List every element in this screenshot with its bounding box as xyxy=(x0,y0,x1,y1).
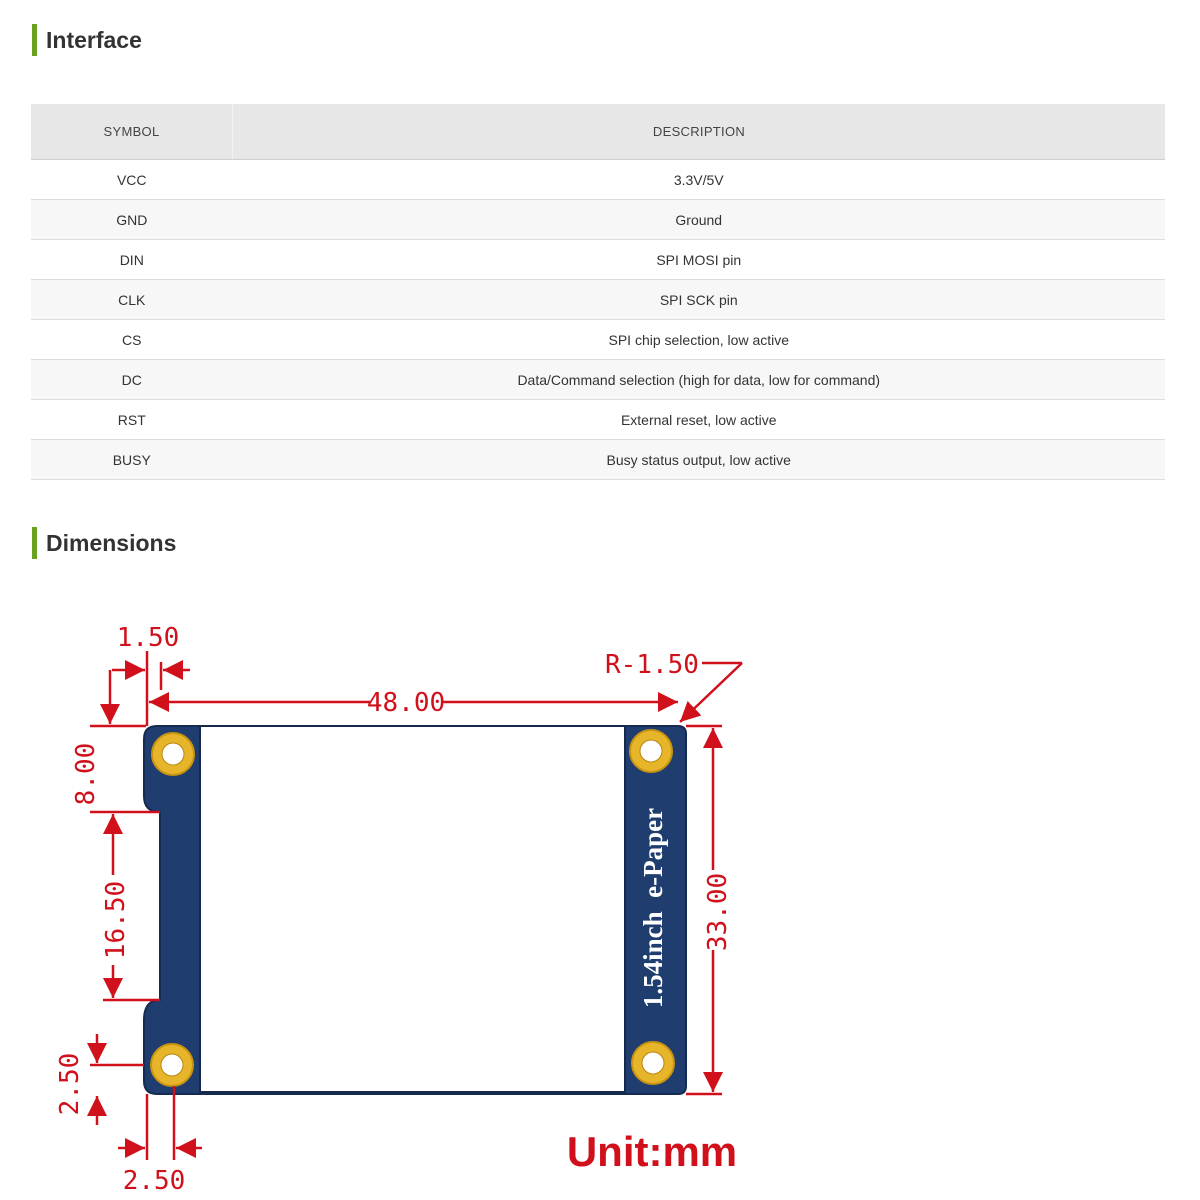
symbol-cell: GND xyxy=(31,200,233,240)
interface-heading: Interface xyxy=(32,24,142,56)
symbol-cell: RST xyxy=(31,400,233,440)
dim-label-top-notch: 8.00 xyxy=(71,742,101,806)
dim-label-height: 33.00 xyxy=(703,872,733,952)
table-row xyxy=(31,280,1165,320)
description-cell: External reset, low active xyxy=(233,400,1166,440)
symbol-cell: DIN xyxy=(31,240,233,280)
display-area xyxy=(200,726,625,1092)
description-column-header: DESCRIPTION xyxy=(233,104,1166,160)
mounting-hole xyxy=(630,730,672,772)
symbol-cell: DC xyxy=(31,360,233,400)
table-header-row xyxy=(31,104,1165,160)
symbol-cell: CS xyxy=(31,320,233,360)
table-row xyxy=(31,320,1165,360)
dimensions-heading: Dimensions xyxy=(32,527,176,559)
board-label: 1.54inch e-Paper xyxy=(638,807,668,1009)
description-cell: SPI MOSI pin xyxy=(233,240,1166,280)
symbol-cell: VCC xyxy=(31,160,233,200)
description-cell: SPI SCK pin xyxy=(233,280,1166,320)
table-row xyxy=(31,440,1165,480)
description-cell: 3.3V/5V xyxy=(233,160,1166,200)
dim-label-hole-offset-bottom-h: 2.50 xyxy=(122,1166,186,1196)
dimension-drawing xyxy=(0,580,800,1200)
dim-label-corner-radius: R-1.50 xyxy=(605,650,699,680)
dim-label-hole-offset-bottom-v: 2.50 xyxy=(55,1052,85,1116)
mounting-hole xyxy=(152,733,194,775)
table-row xyxy=(31,200,1165,240)
dim-label-notch-height: 16.50 xyxy=(101,880,131,960)
table-row xyxy=(31,160,1165,200)
description-cell: SPI chip selection, low active xyxy=(233,320,1166,360)
unit-label: Unit:mm xyxy=(566,1128,738,1175)
mounting-hole xyxy=(151,1044,193,1086)
table-row xyxy=(31,240,1165,280)
dim-label-hole-offset-top: 1.50 xyxy=(116,623,180,653)
symbol-cell: CLK xyxy=(31,280,233,320)
table-row xyxy=(31,360,1165,400)
interface-table xyxy=(31,104,1165,480)
description-cell: Data/Command selection (high for data, low for command) xyxy=(233,360,1166,400)
symbol-column-header: SYMBOL xyxy=(31,104,233,160)
dim-label-width: 48.00 xyxy=(366,688,446,718)
description-cell: Ground xyxy=(233,200,1166,240)
symbol-cell: BUSY xyxy=(31,440,233,480)
mounting-hole xyxy=(632,1042,674,1084)
table-row xyxy=(31,400,1165,440)
description-cell: Busy status output, low active xyxy=(233,440,1166,480)
